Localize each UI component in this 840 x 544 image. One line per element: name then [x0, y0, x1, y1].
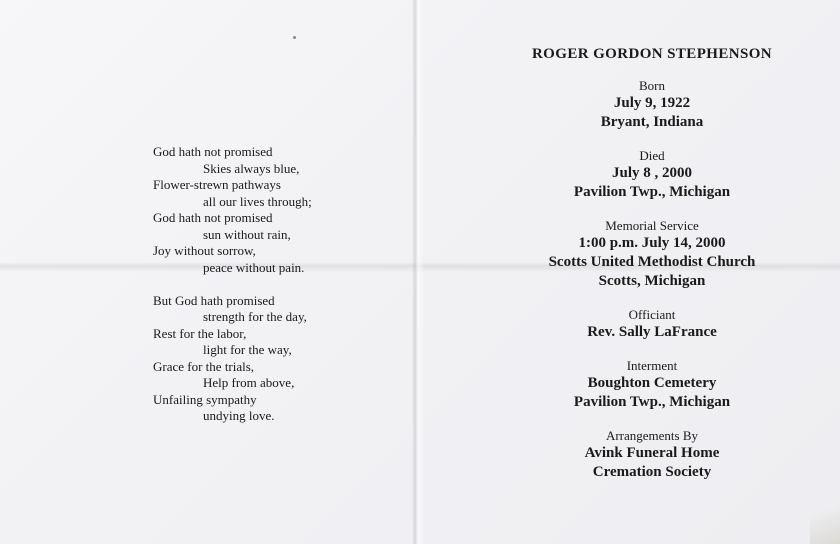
arrangements-society: Cremation Society — [592, 464, 712, 480]
born-date: July 9, 1922 — [613, 95, 691, 111]
arrangements-label: Arrangements By — [605, 428, 699, 443]
interment-cemetery: Boughton Cemetery — [587, 375, 717, 391]
memorial-time: 1:00 p.m. July 14, 2000 — [578, 235, 726, 251]
memorial-section — [424, 217, 840, 291]
interment-section — [424, 357, 840, 412]
poem-line: strength for the day, — [203, 309, 307, 324]
poem-line: But God hath promised — [153, 292, 275, 308]
poem — [153, 144, 413, 425]
died-section — [424, 147, 840, 202]
interment-place: Pavilion Twp., Michigan — [573, 394, 731, 410]
poem-stanza-2 — [153, 293, 413, 425]
died-date: July 8 , 2000 — [611, 165, 692, 181]
died-place: Pavilion Twp., Michigan — [573, 184, 731, 200]
poem-line: God hath not promised — [153, 144, 273, 159]
poem-line: undying love. — [203, 408, 275, 423]
born-section — [424, 77, 840, 132]
born-label: Born — [639, 78, 665, 93]
poem-line: God hath not promised — [153, 210, 273, 225]
poem-stanza-1 — [153, 144, 413, 276]
poem-line: peace without pain. — [203, 259, 305, 275]
poem-line: Grace for the trials, — [153, 358, 255, 374]
poem-line: sun without rain, — [203, 226, 291, 242]
arrangements-home: Avink Funeral Home — [584, 445, 720, 461]
officiant-label: Officiant — [628, 307, 676, 322]
memorial-church: Scotts United Methodist Church — [548, 254, 756, 270]
poem-line: Rest for the labor, — [153, 325, 247, 341]
poem-line: Joy without sorrow, — [153, 243, 256, 258]
memorial-label: Memorial Service — [605, 218, 699, 233]
poem-line: Skies always blue, — [203, 160, 300, 176]
stanza-gap — [153, 276, 413, 293]
died-label: Died — [639, 148, 665, 163]
born-place: Bryant, Indiana — [600, 114, 704, 130]
poem-line: Help from above, — [203, 375, 295, 390]
officiant-name: Rev. Sally LaFrance — [587, 324, 717, 340]
poem-line: Flower-strewn pathways — [153, 177, 281, 192]
poem-line: light for the way, — [203, 342, 292, 357]
program-details — [424, 46, 840, 497]
memorial-place: Scotts, Michigan — [598, 273, 706, 289]
paper-speck — [293, 36, 296, 39]
deceased-name: ROGER GORDON STEPHENSON — [531, 46, 773, 62]
poem-line: all our lives through; — [203, 193, 312, 209]
interment-label: Interment — [626, 358, 678, 373]
poem-line: Unfailing sympathy — [153, 391, 257, 407]
officiant-section — [424, 306, 840, 342]
arrangements-section — [424, 427, 840, 482]
